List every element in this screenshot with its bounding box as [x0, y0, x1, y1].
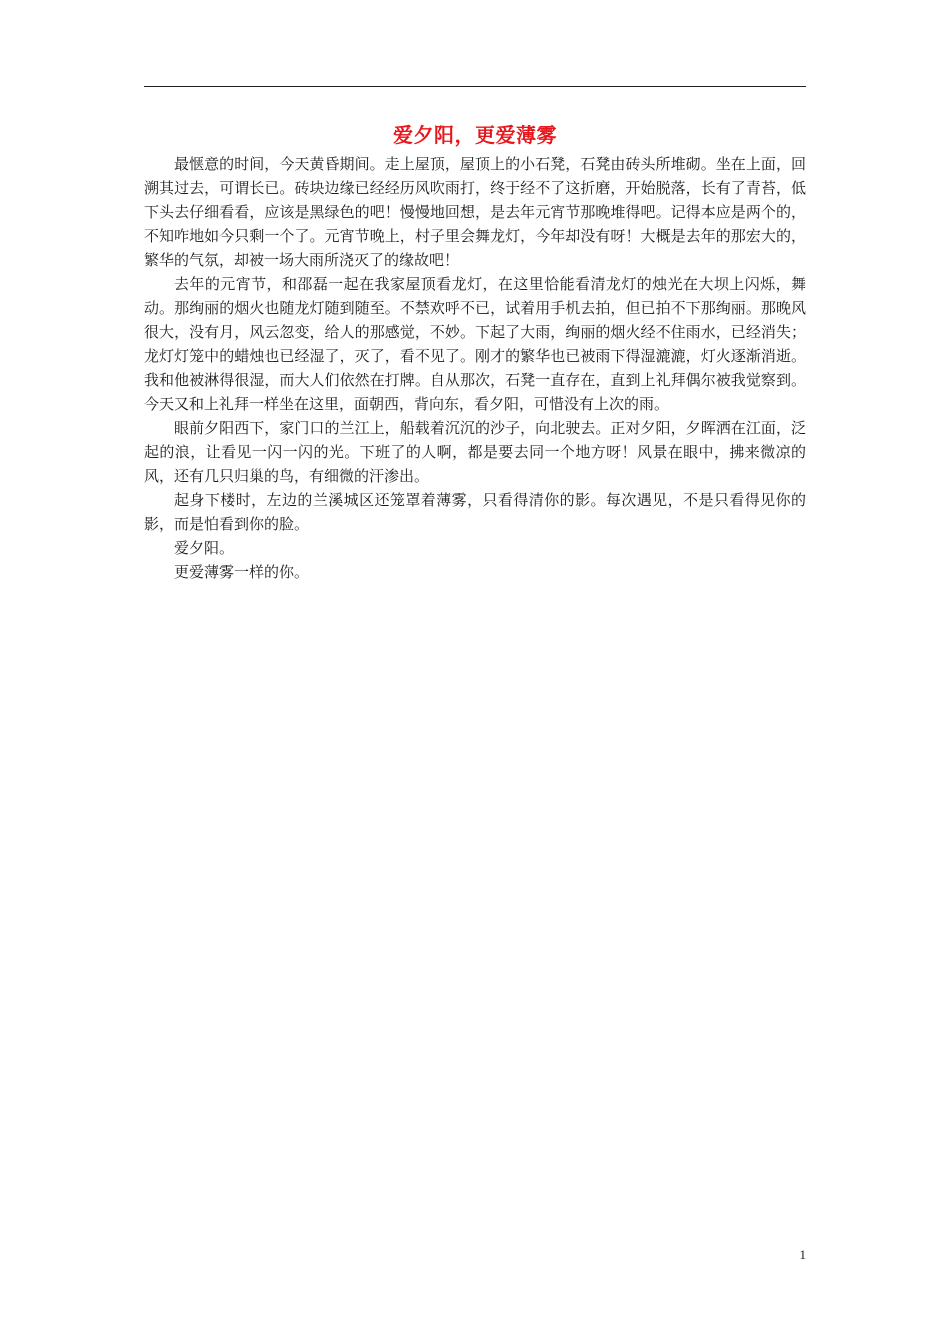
paragraph-2: 去年的元宵节，和邵磊一起在我家屋顶看龙灯，在这里恰能看清龙灯的烛光在大坝上闪烁，舞动。那绚丽的烟火也随龙灯随到随至。不禁欢呼不已，试着用手机去拍，但已拍不下那绚丽。那晚风很大，没有月，风云忽变，给人的那感觉，不妙。下起了大雨，绚丽的烟火经不住雨水，已经消失；龙灯灯笼中的蜡烛也已经湿了，灭了，看不见了。刚才的繁华也已被雨下得湿漉漉，灯火逐渐消逝。我和他被淋得很湿，而大人们依然在打牌。自从那次，石凳一直存在，直到上礼拜偶尔被我觉察到。今天又和上礼拜一样坐在这里，面朝西，背向东，看夕阳，可惜没有上次的雨。 [144, 275, 806, 413]
paragraph-5: 爱夕阳。 [174, 539, 235, 557]
paragraph-3: 眼前夕阳西下，家门口的兰江上，船载着沉沉的沙子，向北驶去。正对夕阳，夕晖洒在江面，泛起的浪，让看见一闪一闪的光。下班了的人啊，都是要去同一个地方呀！风景在眼中，拂来微凉的风，还有几只归巢的鸟，有细微的汗渗出。 [144, 419, 806, 485]
document-title: 爱夕阳，更爱薄雾 [393, 123, 557, 147]
header-rule [144, 86, 806, 87]
paragraph-6: 更爱薄雾一样的你。 [174, 563, 310, 581]
document-body [144, 152, 806, 584]
paragraph-1: 最惬意的时间，今天黄昏期间。走上屋顶，屋顶上的小石凳，石凳由砖头所堆砌。坐在上面，回溯其过去，可谓长已。砖块边缘已经经历风吹雨打，终于经不了这折磨，开始脱落，长有了青苔，低下头去仔细看看，应该是黑绿色的吧！慢慢地回想，是去年元宵节那晚堆得吧。记得本应是两个的，不知咋地如今只剩一个了。元宵节晚上，村子里会舞龙灯，今年却没有呀！大概是去年的那宏大的，繁华的气氛，却被一场大雨所浇灭了的缘故吧！ [144, 155, 806, 269]
paragraph-4: 起身下楼时，左边的兰溪城区还笼罩着薄雾，只看得清你的影。每次遇见，不是只看得见你的影，而是怕看到你的脸。 [144, 491, 806, 533]
page-number: 1 [799, 1247, 806, 1262]
